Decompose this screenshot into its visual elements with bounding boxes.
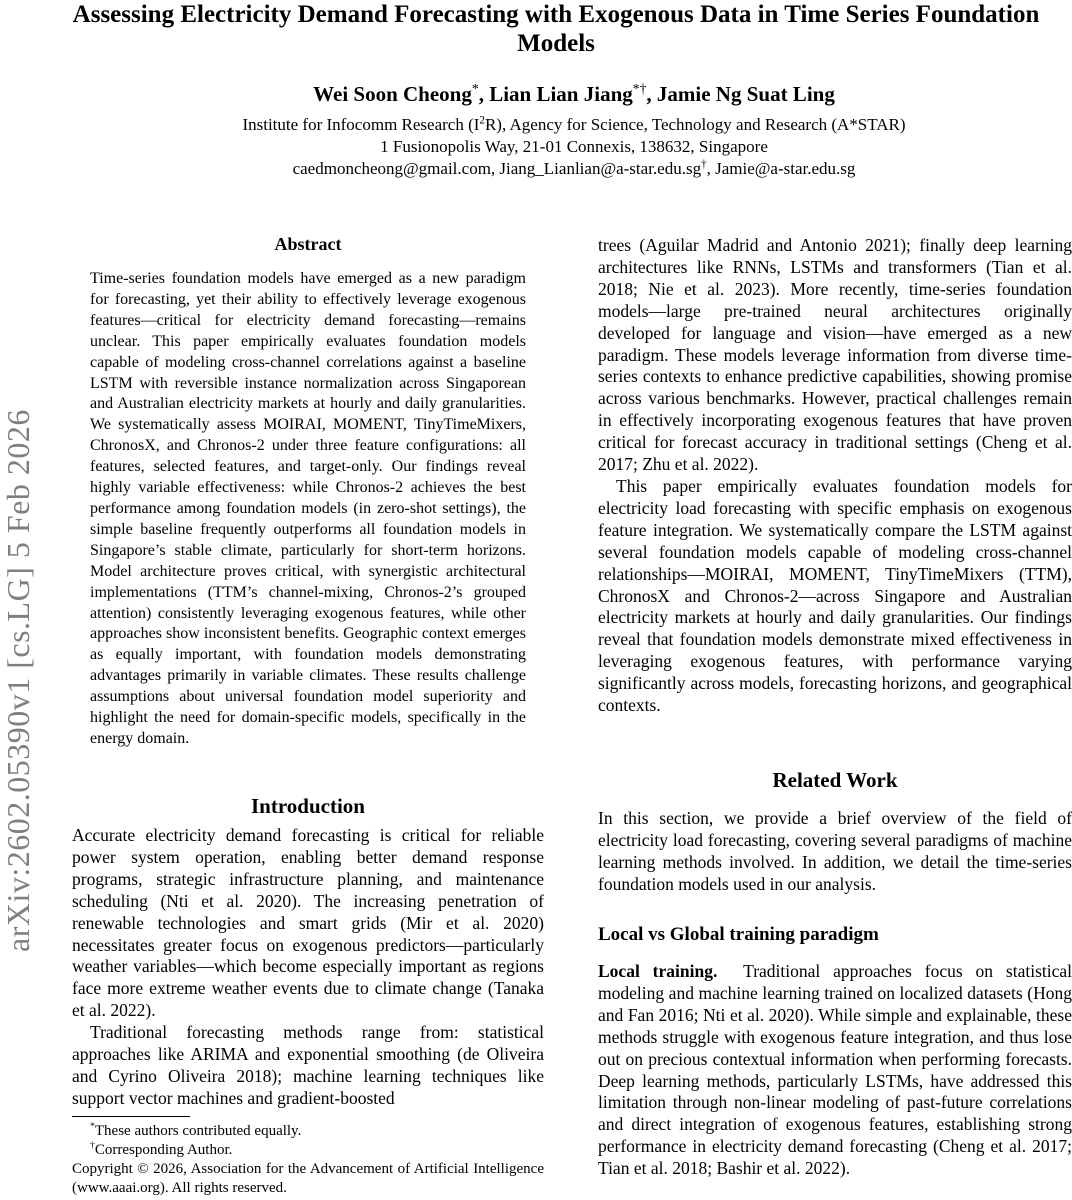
related-work-paragraph-1: In this section, we provide a brief overview of the field of electricity load forecasting, covering several paradigms of machine learning methods involved. In addition, we detail the time-series foundation models used in our analysis. bbox=[598, 808, 1072, 894]
intro-paragraph-1: Accurate electricity demand forecasting is critical for reliable power system operation, enabling better demand response programs, strategic infrastructure planning, and maintenance scheduling (Nti et al. 2020). The increasing penetration of renewable technologies and smart grids (Mir et al. 2020) necessitates greater focus on exogenous predictors—particularly weather variables—which become especially important as regions face more extreme weather events due to climate change (Tanaka et al. 2022). bbox=[72, 825, 544, 1021]
affiliation-line-2: 1 Fusionopolis Way, 21-01 Connexis, 138632, Singapore bbox=[380, 137, 768, 156]
copyright-notice: Copyright © 2026, Association for the Advancement of Artificial Intelligence (www.aaai.org). All rights reserved. bbox=[72, 1161, 544, 1196]
author-2: Lian Lian Jiang bbox=[489, 82, 633, 106]
abstract-text: Time-series foundation models have emerged as a new paradigm for forecasting, yet their ability to effectively leverage exogenous features—critical for electricity demand forecasting—remains unclear. This paper empirically evaluates foundation models capable of modeling cross-channel correlations against a baseline LSTM with reversible instance normalization across Singaporean and Australian electricity markets at hourly and daily granularities. We systematically assess MOIRAI, MOMENT, TinyTimeMixers, ChronosX, and Chronos-2 under three feature configurations: all features, selected features, and target-only. Our findings reveal highly variable effectiveness: while Chronos-2 achieves the best performance among foundation models (in zero-shot settings), the simple baseline frequently outperforms all foundation models in Singapore’s stable climate, particularly for short-term horizons. Model architecture proves critical, with synergistic architectural implementations (TTM’s channel-mixing, Chronos-2’s grouped attention) consistently leveraging exogenous features, while other approaches show inconsistent benefits. Geographic context emerges as equally important, with foundation models demonstrating advantages primarily in variable climates. These results challenge assumptions about universal foundation model superiority and highlight the need for domain-specific models, specifically in the energy domain. bbox=[90, 270, 526, 747]
footnote-1 bbox=[72, 1122, 544, 1141]
author-1-mark: * bbox=[471, 81, 479, 96]
author-1: Wei Soon Cheong bbox=[313, 82, 472, 106]
abstract-heading: Abstract bbox=[274, 234, 342, 254]
footnote-2 bbox=[72, 1141, 544, 1160]
author-emails bbox=[0, 158, 1072, 180]
local-training-paragraph bbox=[598, 961, 1072, 1180]
footnote-rule bbox=[72, 1116, 190, 1117]
author-3: Jamie Ng Suat Ling bbox=[656, 82, 835, 106]
affiliation-text: Institute for Infocomm Research (I bbox=[242, 115, 480, 134]
intro-paragraph-2: Traditional forecasting methods range from: statistical approaches like ARIMA and exponential smoothing (de Oliveira and Cyrino Oliveira 2018); machine learning techniques like support vector machines and gradient-boosted bbox=[72, 1022, 544, 1108]
local-training-text: Traditional approaches focus on statistical modeling and machine learning trained on localized datasets (Hong and Fan 2016; Nti et al. 2020). While simple and explainable, these methods struggle with exogenous feature integration, and thus lose out on precious contextual information when performing forecasts. Deep learning methods, particularly LSTMs, have addressed this limitation through non-linear modeling of past-future correlations and direct integration of exogenous features, establishing strong performance in electricity demand forecasting (Cheng et al. 2017; Tian et al. 2018; Bashir et al. 2022). bbox=[598, 961, 1072, 1179]
intro-paragraph-3: This paper empirically evaluates foundation models for electricity load forecasting with specific emphasis on exogenous feature integration. We systematically compare the LSTM against several foundation models capable of modeling cross-channel relationships—MOIRAI, MOMENT, TinyTimeMixers (TTM), ChronosX and Chronos-2—across Singapore and Australian electricity markets at hourly and daily granularities. Our findings reveal that foundation models demonstrate mixed effectiveness in leveraging exogenous features, with performance varying significantly across models, forecasting horizons, and geographical contexts. bbox=[598, 475, 1072, 716]
local-training-label: Local training. bbox=[598, 961, 718, 981]
related-work-heading: Related Work bbox=[772, 768, 898, 792]
footnote-1-text: These authors contributed equally. bbox=[94, 1123, 302, 1139]
related-work-intro bbox=[598, 808, 1072, 896]
introduction-body-right bbox=[598, 235, 1072, 717]
email-mark: † bbox=[701, 158, 707, 171]
email-text: , Jamie@a-star.edu.sg bbox=[706, 159, 856, 178]
footnotes bbox=[72, 1122, 544, 1198]
introduction-heading: Introduction bbox=[251, 794, 365, 818]
author-2-mark: *† bbox=[632, 81, 647, 96]
footnote-2-mark: † bbox=[90, 1140, 95, 1151]
footnote-1-mark: * bbox=[90, 1121, 95, 1132]
author-list bbox=[0, 82, 1072, 107]
author-separator: , bbox=[646, 82, 657, 106]
arxiv-stamp: arXiv:2602.05390v1 [cs.LG] 5 Feb 2026 bbox=[0, 409, 36, 952]
local-global-subheading: Local vs Global training paradigm bbox=[598, 924, 879, 945]
affiliation-text: R), Agency for Science, Technology and Research (A*STAR) bbox=[484, 115, 906, 134]
email-text: caedmoncheong@gmail.com, Jiang_Lianlian@a-star.edu.sg bbox=[292, 159, 702, 178]
introduction-body-left bbox=[72, 825, 544, 1110]
intro-paragraph-2-continued: trees (Aguilar Madrid and Antonio 2021); finally deep learning architectures like RNNs, LSTMs and transformers (Tian et al. 2018; Nie et al. 2023). More recently, time-series foundation models—large pre-trained neural architectures originally developed for language and vision—have emerged as a new paradigm. These models leverage information from diverse time-series contexts to enhance predictive capabilities, showing promise across various benchmarks. However, practical challenges remain in effectively incorporating exogenous features that have proven critical for forecast accuracy in traditional settings (Cheng et al. 2017; Zhu et al. 2022). bbox=[598, 235, 1072, 475]
author-separator: , bbox=[478, 82, 490, 106]
paper-title: Assessing Electricity Demand Forecasting with Exogenous Data in Time Series Foundation Models bbox=[72, 1, 1040, 57]
footnote-2-text: Corresponding Author. bbox=[94, 1142, 233, 1158]
affiliation-superscript: 2 bbox=[479, 114, 485, 127]
affiliation-line-1 bbox=[0, 114, 1072, 136]
